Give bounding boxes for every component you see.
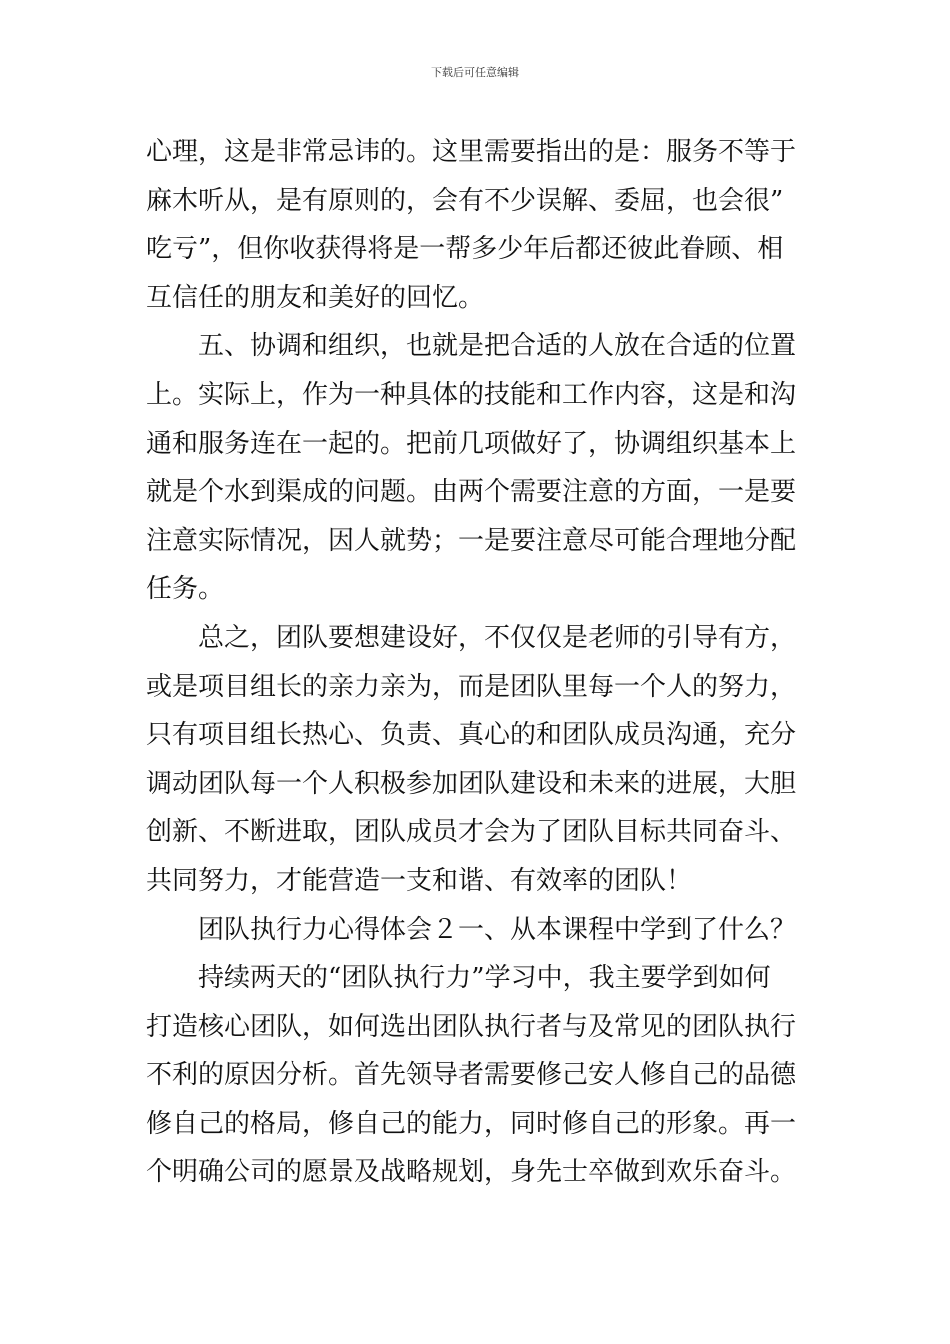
text-line: 就是个水到渠成的问题。由两个需要注意的方面，一是要 bbox=[146, 477, 797, 508]
text-line: 上。实际上，作为一种具体的技能和工作内容，这是和沟 bbox=[146, 379, 797, 410]
text-line: 互信任的朋友和美好的回忆。 bbox=[146, 282, 485, 313]
text-line: 创新、不断进取，团队成员才会为了团队目标共同奋斗、 bbox=[146, 817, 797, 848]
text-line: 心理，这是非常忌讳的。这里需要指出的是：服务不等于 bbox=[146, 137, 797, 167]
text-line: 或是项目组长的亲力亲为，而是团队里每一个人的努力， bbox=[146, 671, 797, 702]
paragraph-start-line: 总之，团队要想建设好，不仅仅是老师的引导有方， bbox=[198, 622, 797, 653]
paragraph-start-line: 五、协调和组织，也就是把合适的人放在合适的位置 bbox=[198, 331, 797, 362]
text-line: 修自己的格局，修自己的能力，同时修自己的形象。再一 bbox=[146, 1108, 797, 1139]
page-header: 下载后可任意编辑 bbox=[431, 66, 519, 79]
paragraph-start-line: 持续两天的“团队执行力”学习中，我主要学到如何 bbox=[198, 963, 771, 994]
section-heading-line: 团队执行力心得体会２一、从本课程中学到了什么？ bbox=[198, 914, 797, 945]
text-line: 调动团队每一个人积极参加团队建设和未来的进展，大胆 bbox=[146, 768, 797, 799]
text-line: 打造核心团队，如何选出团队执行者与及常见的团队执行 bbox=[146, 1011, 797, 1042]
text-line: 共同努力，才能营造一支和谐、有效率的团队！ bbox=[146, 865, 693, 896]
text-line: 任务。 bbox=[146, 574, 225, 605]
text-line: 麻木听从，是有原则的，会有不少误解、委屈，也会很” bbox=[146, 185, 784, 216]
body-text bbox=[146, 128, 806, 1197]
text-line: 通和服务连在一起的。把前几项做好了，协调组织基本上 bbox=[146, 428, 797, 459]
text-line: 个明确公司的愿景及战略规划，身先士卒做到欢乐奋斗。 bbox=[146, 1157, 797, 1188]
text-line: 只有项目组长热心、负责、真心的和团队成员沟通，充分 bbox=[146, 720, 797, 751]
text-line: 不利的原因分析。首先领导者需要修己安人修自己的品德 bbox=[146, 1060, 797, 1091]
text-line: 吃亏”，但你收获得将是一帮多少年后都还彼此眷顾、相 bbox=[146, 234, 784, 265]
text-line: 注意实际情况，因人就势；一是要注意尽可能合理地分配 bbox=[146, 525, 797, 556]
